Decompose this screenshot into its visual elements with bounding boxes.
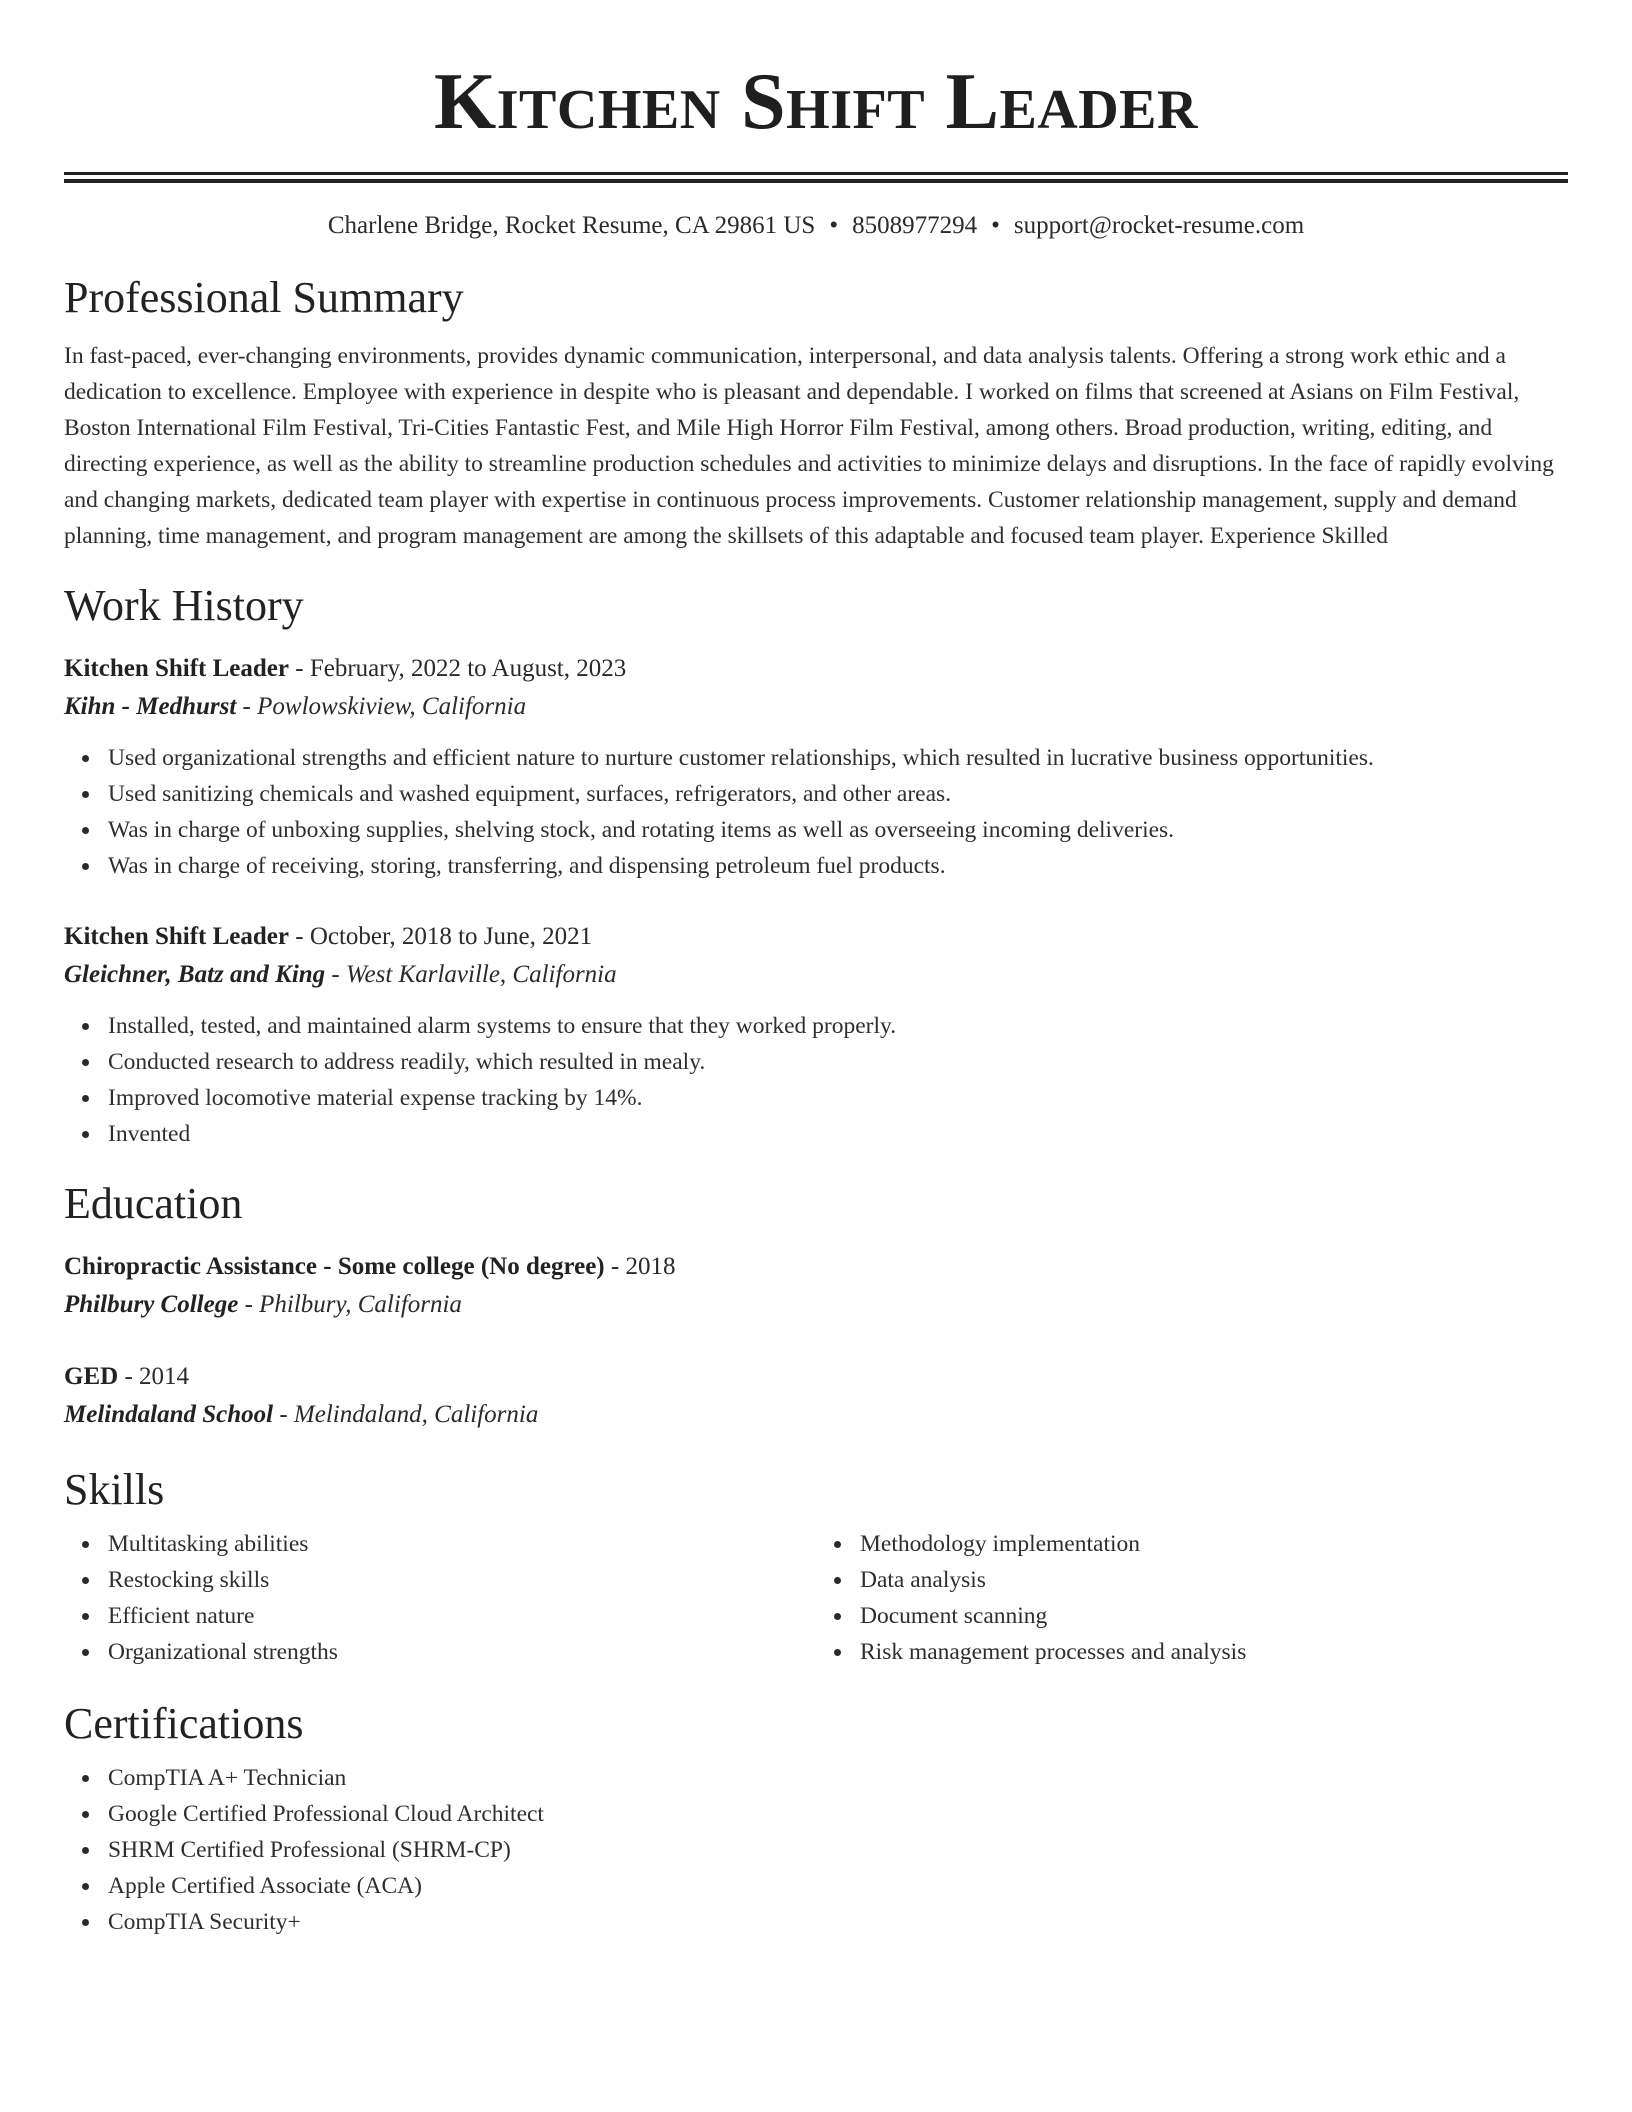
skills-grid: [64, 1526, 1568, 1670]
job-company: Kihn - Medhurst: [64, 693, 237, 720]
skills-column-left: [64, 1526, 816, 1670]
list-item: SHRM Certified Professional (SHRM-CP): [108, 1832, 1568, 1868]
job-company-line: [64, 688, 1568, 726]
list-item: Restocking skills: [108, 1562, 816, 1598]
education-degree-line: [64, 1248, 1568, 1286]
contact-separator: •: [829, 212, 839, 239]
job-dates: - February, 2022 to August, 2023: [289, 655, 627, 682]
contact-phone: 8508977294: [852, 212, 978, 239]
job-title-line: [64, 650, 1568, 688]
job-location: - West Karlaville, California: [325, 961, 617, 988]
certifications-section: [64, 1699, 1568, 1940]
list-item: Data analysis: [860, 1562, 1568, 1598]
list-item: Invented: [108, 1116, 1568, 1152]
list-item: Google Certified Professional Cloud Architect: [108, 1796, 1568, 1832]
job-entry: [64, 650, 1568, 884]
education-degree: Chiropractic Assistance - Some college (No degree): [64, 1253, 605, 1280]
resume-title: Kitchen Shift Leader: [434, 58, 1198, 146]
contact-line: [64, 213, 1568, 238]
education-year: - 2018: [604, 1253, 676, 1280]
list-item: Multitasking abilities: [108, 1526, 816, 1562]
job-bullets: [64, 740, 1568, 884]
professional-summary-section: [64, 273, 1568, 554]
education-entry: [64, 1248, 1568, 1324]
skills-section: [64, 1465, 1568, 1670]
education-section: [64, 1179, 1568, 1434]
section-heading-summary: Professional Summary: [64, 273, 464, 322]
list-item: Efficient nature: [108, 1598, 816, 1634]
job-entry: [64, 918, 1568, 1152]
education-degree: GED: [64, 1363, 119, 1390]
list-item: Was in charge of unboxing supplies, shelving stock, and rotating items as well as overseeing incoming deliveries.: [108, 812, 1568, 848]
education-school: Melindaland School: [64, 1401, 274, 1428]
summary-text: In fast-paced, ever-changing environments, provides dynamic communication, interpersonal, and data analysis talents. Offering a strong work ethic and a dedication to excellence. Employee with experience in despite who is pleasant and dependable. I worked on films that screened at Asians on Film Festival, Boston International Film Festival, Tri-Cities Fantastic Fest, and Mile High Horror Film Festival, among others. Broad production, writing, editing, and directing experience, as well as the ability to streamline production schedules and activities to minimize delays and disruptions. In the face of rapidly evolving and changing markets, dedicated team player with expertise in continuous process improvements. Customer relationship management, supply and demand planning, time management, and program management are among the skillsets of this adaptable and focused team player. Experience Skilled: [64, 343, 1554, 549]
list-item: Used organizational strengths and efficient nature to nurture customer relationships, which resulted in lucrative business opportunities.: [108, 740, 1568, 776]
work-history-section: [64, 581, 1568, 1152]
contact-address: Charlene Bridge, Rocket Resume, CA 29861 US: [327, 212, 816, 239]
section-heading-work: Work History: [64, 581, 304, 630]
job-company-line: [64, 956, 1568, 994]
list-item: Conducted research to address readily, which resulted in mealy.: [108, 1044, 1568, 1080]
skills-column-right: [816, 1526, 1568, 1670]
list-item: Installed, tested, and maintained alarm systems to ensure that they worked properly.: [108, 1008, 1568, 1044]
education-entry: [64, 1358, 1568, 1434]
list-item: CompTIA A+ Technician: [108, 1760, 1568, 1796]
section-heading-skills: Skills: [64, 1465, 165, 1514]
job-location: - Powlowskiview, California: [236, 693, 527, 720]
education-school-line: [64, 1286, 1568, 1324]
list-item: Improved locomotive material expense tracking by 14%.: [108, 1080, 1568, 1116]
contact-email: support@rocket-resume.com: [1013, 212, 1305, 239]
education-degree-line: [64, 1358, 1568, 1396]
section-heading-certifications: Certifications: [64, 1699, 304, 1748]
job-company: Gleichner, Batz and King: [64, 961, 326, 988]
education-school: Philbury College: [64, 1291, 239, 1318]
list-item: Risk management processes and analysis: [860, 1634, 1568, 1670]
contact-separator: •: [991, 212, 1000, 239]
education-location: - Philbury, California: [238, 1291, 462, 1318]
job-title-line: [64, 918, 1568, 956]
certifications-list: [64, 1760, 1568, 1940]
education-location: - Melindaland, California: [273, 1401, 539, 1428]
job-bullets: [64, 1008, 1568, 1152]
list-item: Methodology implementation: [860, 1526, 1568, 1562]
section-heading-education: Education: [64, 1179, 243, 1228]
education-year: - 2014: [118, 1363, 190, 1390]
job-title: Kitchen Shift Leader: [64, 655, 289, 682]
list-item: Apple Certified Associate (ACA): [108, 1868, 1568, 1904]
list-item: Organizational strengths: [108, 1634, 816, 1670]
list-item: CompTIA Security+: [108, 1904, 1568, 1940]
job-title: Kitchen Shift Leader: [64, 923, 289, 950]
job-dates: - October, 2018 to June, 2021: [289, 923, 593, 950]
education-school-line: [64, 1396, 1568, 1434]
list-item: Was in charge of receiving, storing, transferring, and dispensing petroleum fuel products.: [108, 848, 1568, 884]
title-double-rule: [64, 172, 1568, 175]
list-item: Used sanitizing chemicals and washed equipment, surfaces, refrigerators, and other areas.: [108, 776, 1568, 812]
list-item: Document scanning: [860, 1598, 1568, 1634]
